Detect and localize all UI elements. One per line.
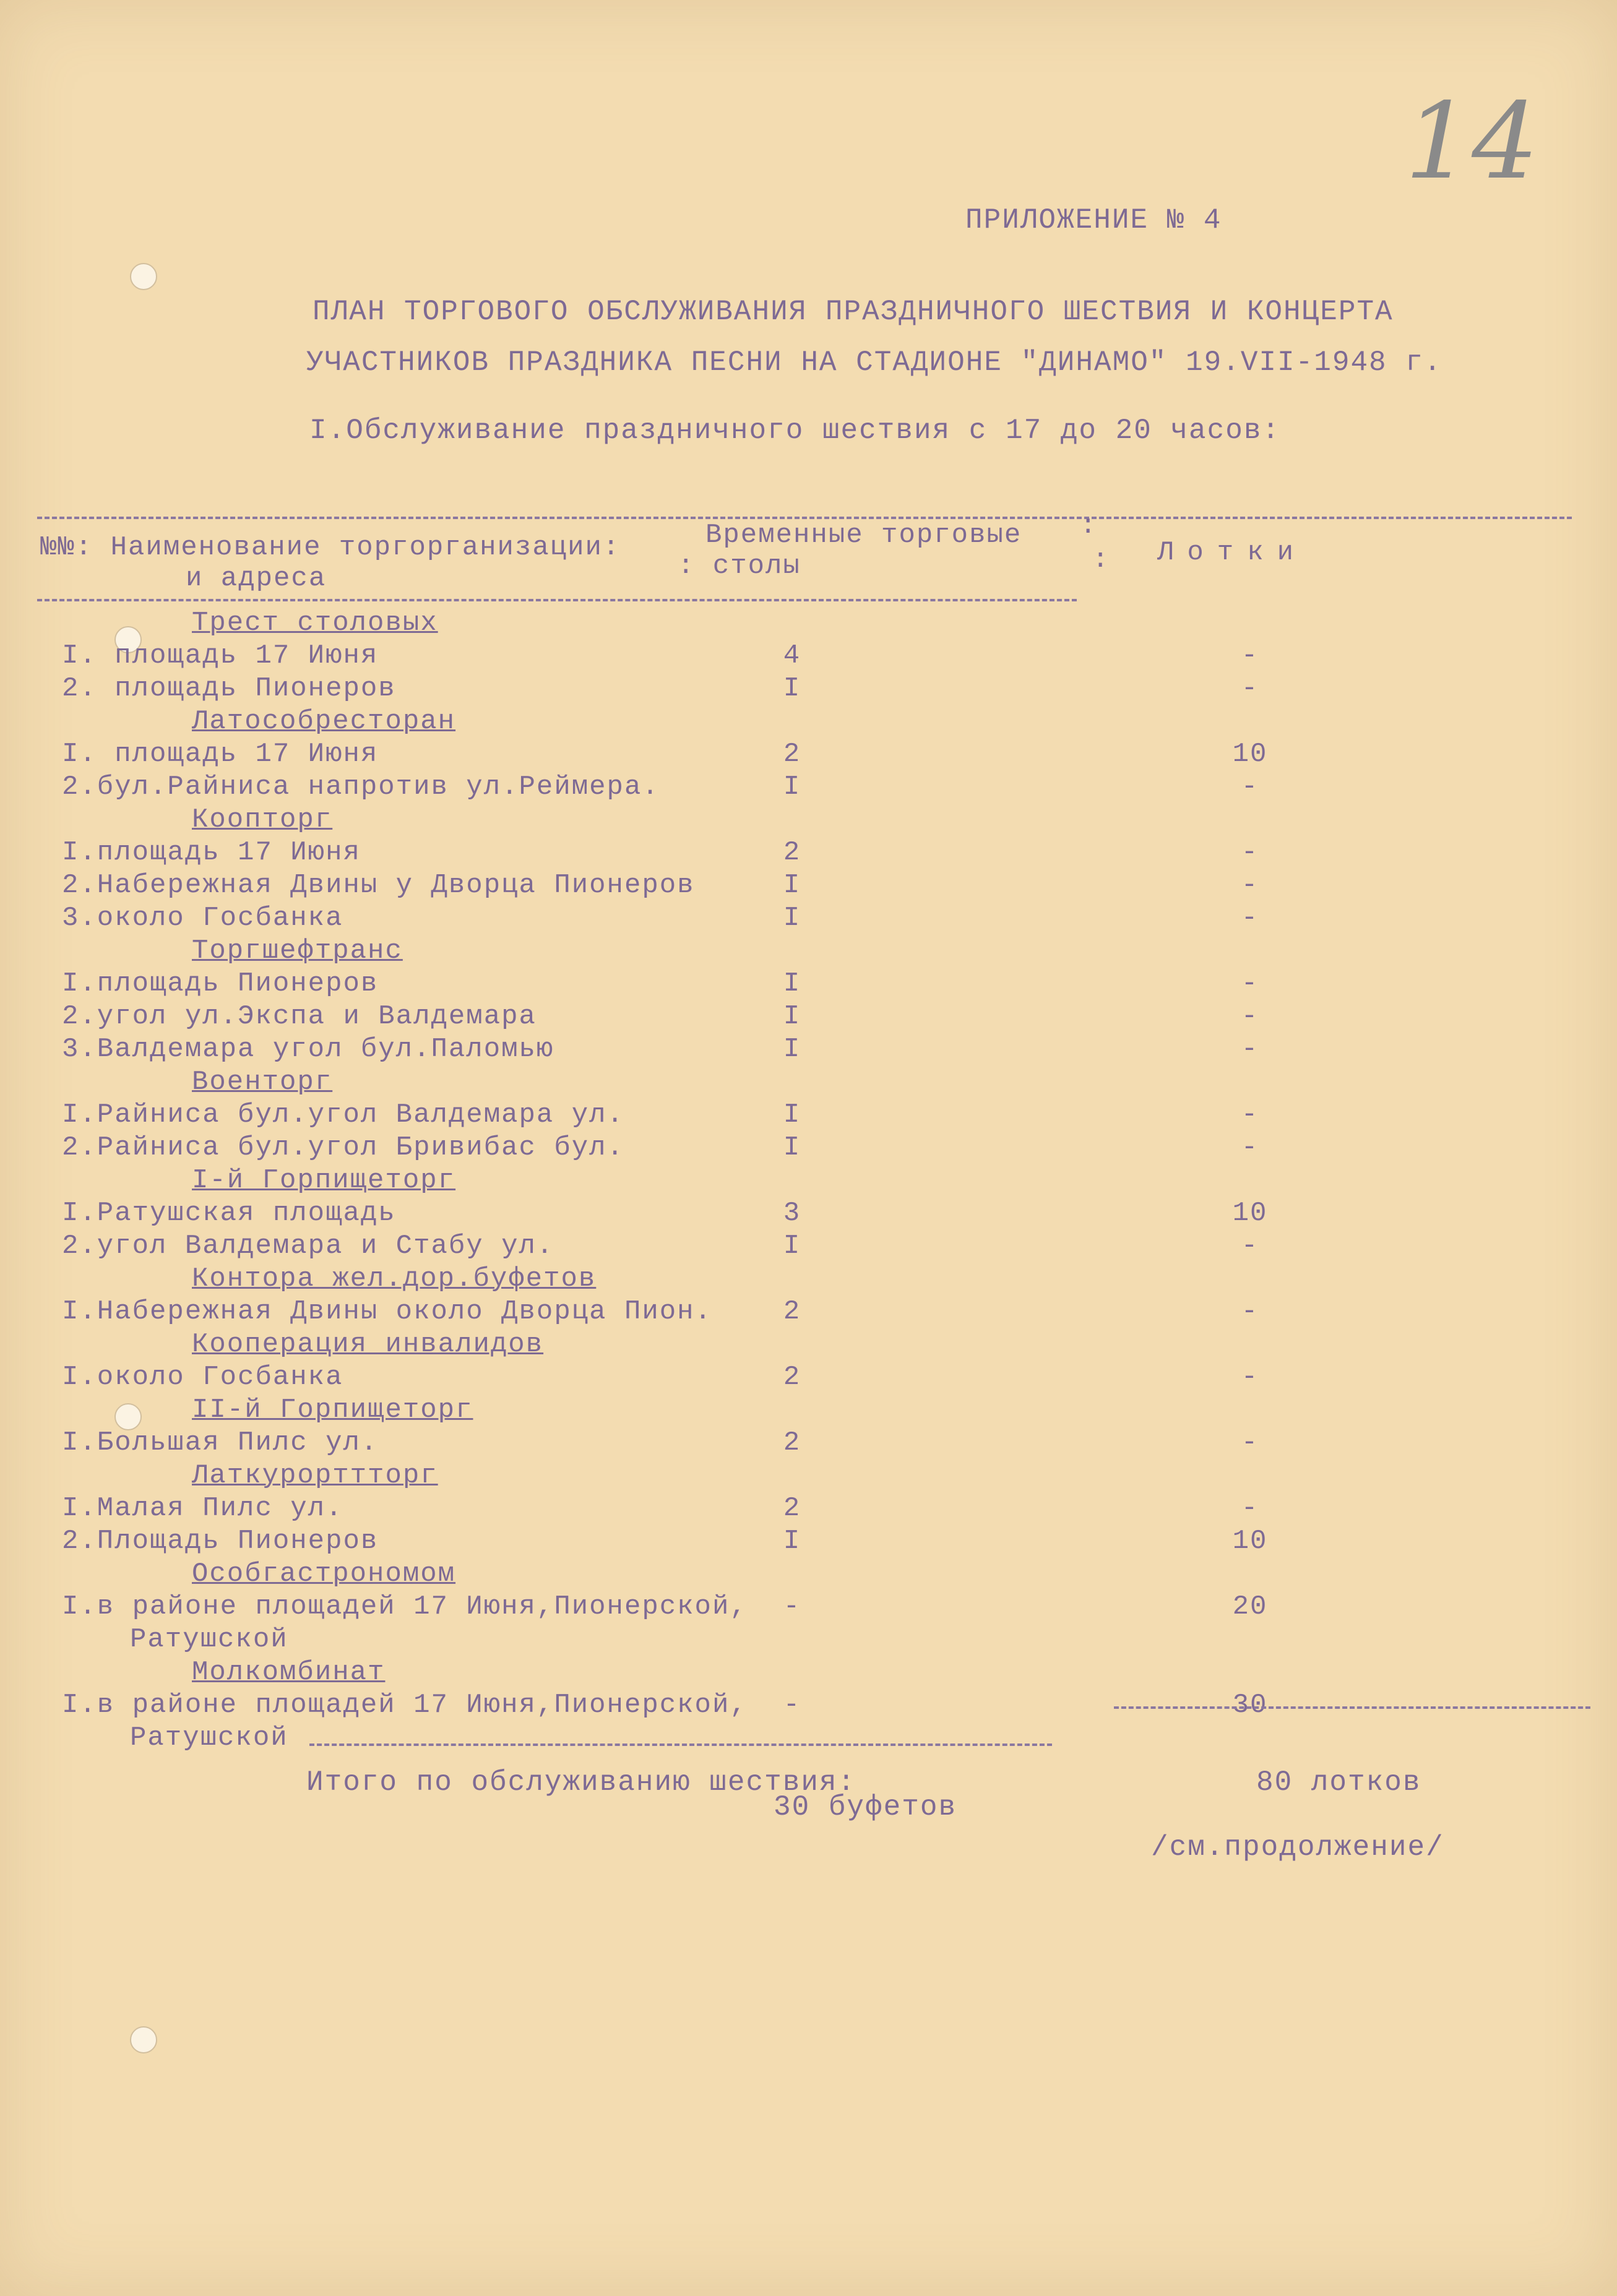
title-line-1: ПЛАН ТОРГОВОГО ОБСЛУЖИВАНИЯ ПРАЗДНИЧНОГО ШЕСТВИЯ И КОНЦЕРТА [313, 296, 1394, 328]
page-number: 14 [1405, 80, 1539, 203]
table-row-carts: - [1241, 837, 1259, 868]
table-row-carts: - [1241, 772, 1259, 802]
punch-hole [114, 1403, 142, 1430]
table-row-text: I.Малая Пилс ул. [62, 1493, 343, 1524]
table-row-text: I. площадь 17 Июня [62, 640, 379, 671]
table-row-carts: - [1241, 673, 1259, 704]
group-heading: II-й Горпищеторг [192, 1395, 473, 1425]
title-line-2: УЧАСТНИКОВ ПРАЗДНИКА ПЕСНИ НА СТАДИОНЕ "ДИНАМО" 19.VII-1948 г. [306, 346, 1442, 379]
table-row-carts: - [1241, 1296, 1259, 1327]
total-rule-right [1114, 1706, 1590, 1709]
table-row-stalls: I [783, 772, 801, 802]
table-row-carts: - [1241, 1034, 1259, 1065]
table-row-carts: - [1241, 1001, 1259, 1032]
table-row-text: 2.Набережная Двины у Дворца Пионеров [62, 870, 695, 901]
table-row-stalls: 2 [783, 837, 801, 868]
table-row-text: I.в районе площадей 17 Июня,Пионерской, [62, 1690, 748, 1721]
table-row-stalls: - [783, 1690, 801, 1721]
table-row-stalls: 4 [783, 640, 801, 671]
col-sep-1: : [1080, 510, 1098, 541]
table-row-stalls: I [783, 968, 801, 999]
table-row-carts: - [1241, 1231, 1259, 1262]
table-row-text: 3.около Госбанка [62, 903, 343, 934]
table-row-stalls: 2 [783, 1362, 801, 1393]
table-row-stalls: I [783, 1034, 801, 1065]
col-stalls-line1: Временные торговые [705, 520, 1022, 551]
table-row-carts: - [1241, 968, 1259, 999]
group-heading: Трест столовых [192, 608, 438, 638]
group-heading: Кооперация инвалидов [192, 1329, 544, 1360]
total-stalls: 30 буфетов [774, 1791, 957, 1823]
table-row-carts: - [1241, 1493, 1259, 1524]
punch-hole [130, 263, 157, 290]
table-row-text: 2.Райниса бул.угол Бривибас бул. [62, 1132, 624, 1163]
col-stalls-line2: : столы [678, 551, 801, 582]
table-row-stalls: I [783, 1099, 801, 1130]
section-heading: I.Обслуживание праздничного шествия с 17 до 20 часов: [309, 415, 1281, 447]
table-row-stalls: I [783, 1526, 801, 1557]
table-row-text: I.Ратушская площадь [62, 1198, 396, 1229]
table-row-stalls: - [783, 1591, 801, 1622]
header-rule-top [37, 517, 1572, 519]
table-row-carts: 20 [1232, 1591, 1268, 1622]
table-row-text: I.площадь Пионеров [62, 968, 379, 999]
col-carts: Лотки [1157, 537, 1308, 568]
table-row-carts: - [1241, 870, 1259, 901]
col-name-line1: №№: Наименование торгорганизации: [40, 532, 621, 563]
group-heading: Особгастрономом [192, 1559, 456, 1589]
table-row-carts: - [1241, 1427, 1259, 1458]
group-heading: Коопторг [192, 804, 333, 835]
table-row-stalls: I [783, 1231, 801, 1262]
table-row-carts: 10 [1232, 739, 1268, 770]
table-row-text: I.Райниса бул.угол Валдемара ул. [62, 1099, 624, 1130]
table-row-stalls: 2 [783, 739, 801, 770]
group-heading: Молкомбинат [192, 1657, 386, 1688]
table-row-carts: - [1241, 1099, 1259, 1130]
col-name-line2: и адреса [186, 563, 327, 594]
table-row-carts: - [1241, 640, 1259, 671]
table-row-text: I.в районе площадей 17 Июня,Пионерской, [62, 1591, 748, 1622]
table-row-text: 2.угол ул.Экспа и Валдемара [62, 1001, 537, 1032]
table-row-text: 3.Валдемара угол бул.Паломью [62, 1034, 554, 1065]
group-heading: I-й Горпищеторг [192, 1165, 456, 1196]
table-row-text: I. площадь 17 Июня [62, 739, 379, 770]
punch-hole [130, 2026, 157, 2053]
continued-note: /см.продолжение/ [1151, 1831, 1444, 1864]
table-row-stalls: I [783, 1132, 801, 1163]
table-row-text: I.Набережная Двины около Дворца Пион. [62, 1296, 712, 1327]
group-heading: Латособресторан [192, 706, 456, 737]
table-row-text: 2. площадь Пионеров [62, 673, 396, 704]
table-row-text: I.около Госбанка [62, 1362, 343, 1393]
table-row-stalls: I [783, 870, 801, 901]
table-row-stalls: 2 [783, 1493, 801, 1524]
group-heading: Торгшефтранс [192, 935, 403, 966]
header-rule-bottom [37, 599, 1077, 601]
table-row-carts: 10 [1232, 1526, 1268, 1557]
table-row-carts: - [1241, 1362, 1259, 1393]
total-carts: 80 лотков [1256, 1766, 1421, 1799]
table-row-stalls: I [783, 903, 801, 934]
table-row-carts: - [1241, 903, 1259, 934]
table-row-text-cont: Ратушской [130, 1624, 288, 1655]
group-heading: Военторг [192, 1067, 333, 1098]
total-label: Итого по обслуживанию шествия: [306, 1766, 856, 1799]
table-row-text-cont: Ратушской [130, 1722, 288, 1753]
table-row-text: 2.угол Валдемара и Стабу ул. [62, 1231, 554, 1262]
table-row-stalls: I [783, 1001, 801, 1032]
table-row-text: 2.бул.Райниса напротив ул.Реймера. [62, 772, 660, 802]
table-row-text: 2.Площадь Пионеров [62, 1526, 379, 1557]
table-row-carts: 30 [1232, 1690, 1268, 1721]
table-row-carts: - [1241, 1132, 1259, 1163]
table-row-stalls: 2 [783, 1296, 801, 1327]
table-row-text: I.Большая Пилс ул. [62, 1427, 379, 1458]
table-row-stalls: I [783, 673, 801, 704]
table-row-text: I.площадь 17 Июня [62, 837, 361, 868]
total-rule [309, 1743, 1052, 1746]
table-row-stalls: 2 [783, 1427, 801, 1458]
group-heading: Контора жел.дор.буфетов [192, 1263, 597, 1294]
table-row-carts: 10 [1232, 1198, 1268, 1229]
group-heading: Латкурорттторг [192, 1460, 438, 1491]
table-row-stalls: 3 [783, 1198, 801, 1229]
col-sep-2: : [1092, 544, 1110, 575]
appendix-label: ПРИЛОЖЕНИЕ № 4 [965, 204, 1222, 236]
